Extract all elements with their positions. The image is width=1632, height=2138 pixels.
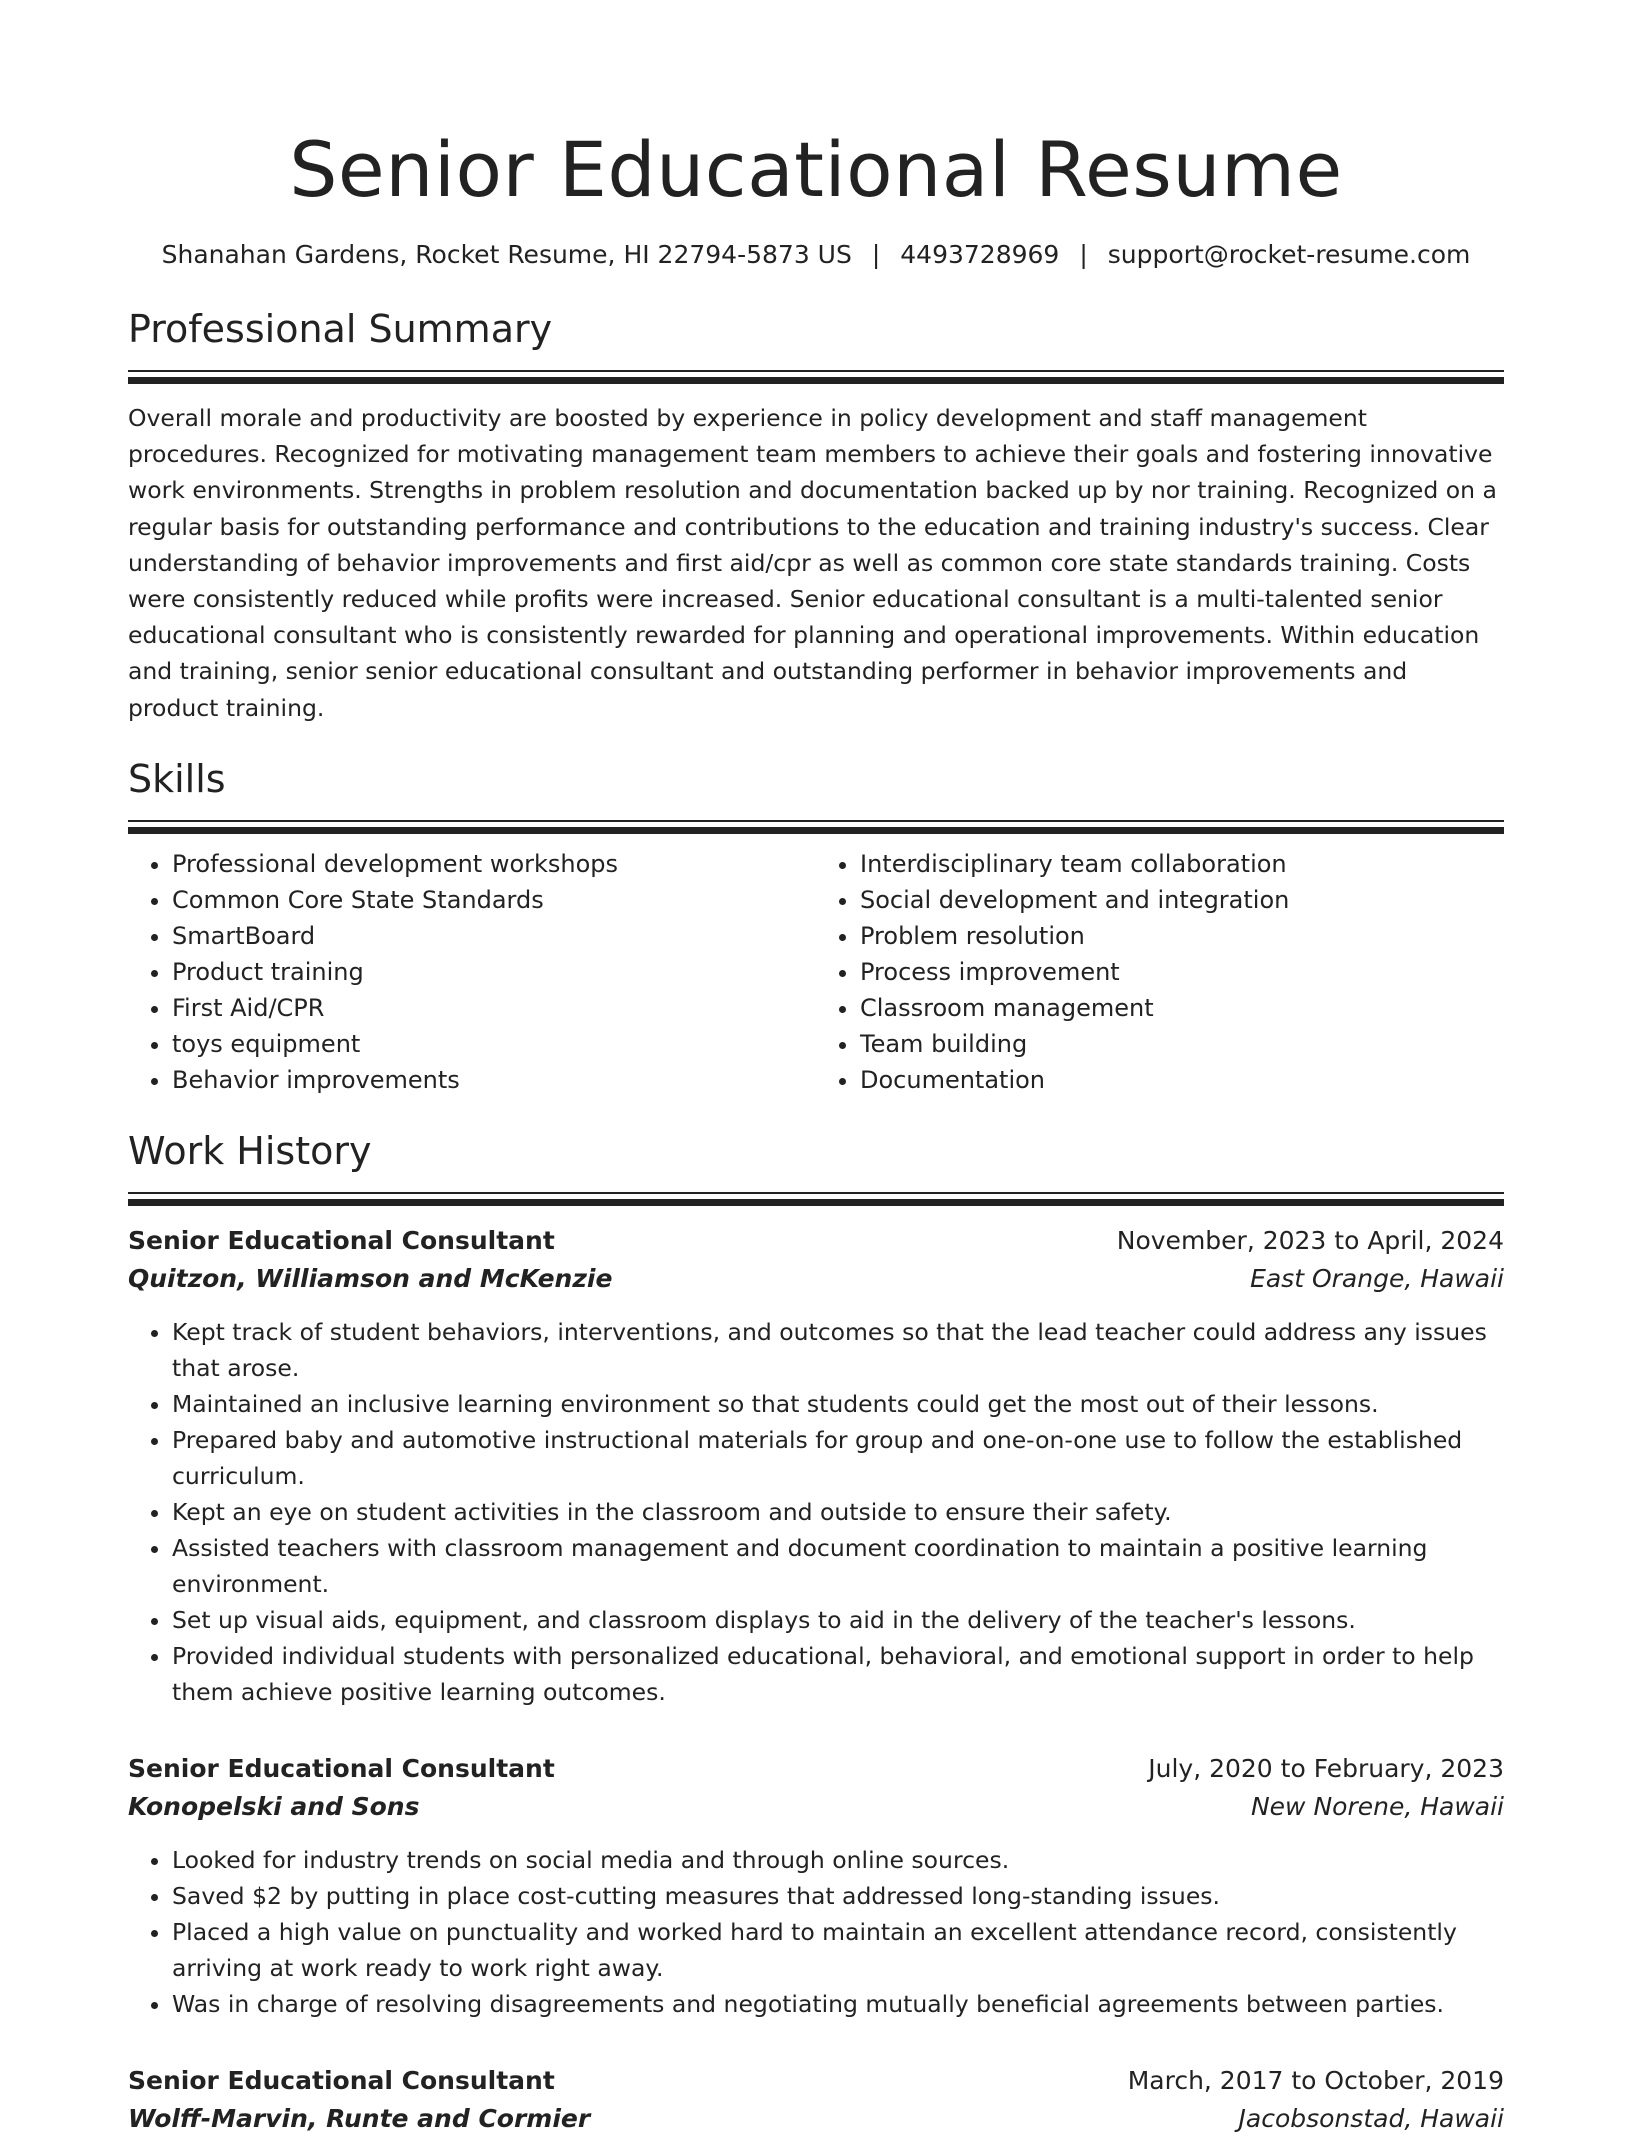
job-title: Senior Educational Consultant — [128, 2065, 555, 2095]
job-bullet: • Maintained an inclusive learning environment so that students could get the most out of their lessons. — [172, 1386, 1504, 1422]
contact-line — [128, 238, 1504, 272]
job-location: Jacobsonstad, Hawaii — [1238, 2103, 1504, 2133]
skill-item: • First Aid/CPR — [172, 990, 816, 1026]
skills-list — [128, 846, 1504, 1098]
skill-item: • Interdisciplinary team collaboration — [860, 846, 1504, 882]
skills-column-right — [816, 846, 1504, 1098]
job-title: Senior Educational Consultant — [128, 1225, 555, 1255]
job-header — [128, 1222, 1504, 1260]
contact-separator: | — [871, 240, 881, 269]
contact-email: support@rocket-resume.com — [1107, 240, 1471, 269]
job-bullets — [128, 1314, 1504, 1710]
job-subheader — [128, 1260, 1504, 1298]
skill-item: • Classroom management — [860, 990, 1504, 1026]
job-bullet: • Provided individual students with personalized educational, behavioral, and emotional support in order to help them achieve positive learning outcomes. — [172, 1638, 1504, 1710]
job-bullets — [128, 1842, 1504, 2022]
job-title: Senior Educational Consultant — [128, 1753, 555, 1783]
job-bullet: • Placed a high value on punctuality and worked hard to maintain an excellent attendance record, consistently arriving at work ready to work right away. — [172, 1914, 1504, 1986]
skill-item: • Documentation — [860, 1062, 1504, 1098]
job-bullet: • Prepared baby and automotive instructional materials for group and one-on-one use to follow the established curriculum. — [172, 1422, 1504, 1494]
skill-item: • Problem resolution — [860, 918, 1504, 954]
job-entry — [128, 1750, 1504, 2022]
section-title-work-history: Work History — [128, 1128, 372, 1173]
job-bullet: • Set up visual aids, equipment, and classroom displays to aid in the delivery of the teacher's lessons. — [172, 1602, 1504, 1638]
resume-title: Senior Educational Resume — [289, 125, 1343, 214]
job-bullet: • Saved $2 by putting in place cost-cutting measures that addressed long-standing issues. — [172, 1878, 1504, 1914]
job-company: Quitzon, Williamson and McKenzie — [128, 1263, 613, 1293]
job-header — [128, 1750, 1504, 1788]
summary-text: Overall morale and productivity are boosted by experience in policy development and staff management procedures. Recognized for motivating management team members to achieve their goals and fostering innovative work environments. Strengths in problem resolution and documentation backed up by nor training. Recognized on a regular basis for outstanding performance and contributions to the education and training industry's success. Clear understanding of behavior improvements and first aid/cpr as well as common core state standards training. Costs were consistently reduced while profits were increased. Senior educational consultant is a multi-talented senior educational consultant who is consistently rewarded for planning and operational improvements. Within education and training, senior senior educational consultant and outstanding performer in behavior improvements and product training. — [128, 404, 1497, 722]
job-entry — [128, 2062, 1504, 2138]
job-bullet: • Was in charge of resolving disagreements and negotiating mutually beneficial agreements between parties. — [172, 1986, 1504, 2022]
job-company: Wolff-Marvin, Runte and Cormier — [128, 2103, 591, 2133]
contact-phone: 4493728969 — [900, 240, 1060, 269]
job-bullet: • Looked for industry trends on social media and through online sources. — [172, 1842, 1504, 1878]
section-divider — [128, 820, 1504, 834]
section-title-summary: Professional Summary — [128, 307, 553, 351]
job-bullet: • Assisted teachers with classroom management and document coordination to maintain a positive learning environment. — [172, 1530, 1504, 1602]
job-dates: November, 2023 to April, 2024 — [1116, 1225, 1504, 1255]
skill-item: • Common Core State Standards — [172, 882, 816, 918]
skill-item: • Team building — [860, 1026, 1504, 1062]
section-divider — [128, 1192, 1504, 1206]
job-entry — [128, 1222, 1504, 1710]
section-divider — [128, 370, 1504, 384]
skill-item: • toys equipment — [172, 1026, 816, 1062]
job-company: Konopelski and Sons — [128, 1791, 420, 1821]
skills-column-left — [128, 846, 816, 1098]
job-header — [128, 2062, 1504, 2100]
section-title-skills: Skills — [128, 756, 226, 801]
contact-separator: | — [1079, 240, 1088, 269]
skill-item: • Process improvement — [860, 954, 1504, 990]
job-dates: July, 2020 to February, 2023 — [1148, 1753, 1504, 1783]
contact-address: Shanahan Gardens, Rocket Resume, HI 22794-5873 US — [161, 240, 852, 269]
skill-item: • SmartBoard — [172, 918, 816, 954]
skill-item: • Social development and integration — [860, 882, 1504, 918]
job-subheader — [128, 1788, 1504, 1826]
job-bullet: • Kept track of student behaviors, interventions, and outcomes so that the lead teacher could address any issues that arose. — [172, 1314, 1504, 1386]
skill-item: • Professional development workshops — [172, 846, 816, 882]
job-subheader — [128, 2100, 1504, 2138]
skill-item: • Product training — [172, 954, 816, 990]
skill-item: • Behavior improvements — [172, 1062, 816, 1098]
job-location: East Orange, Hawaii — [1250, 1263, 1504, 1293]
job-location: New Norene, Hawaii — [1250, 1791, 1504, 1821]
job-bullet: • Kept an eye on student activities in the classroom and outside to ensure their safety. — [172, 1494, 1504, 1530]
job-dates: March, 2017 to October, 2019 — [1127, 2065, 1504, 2095]
